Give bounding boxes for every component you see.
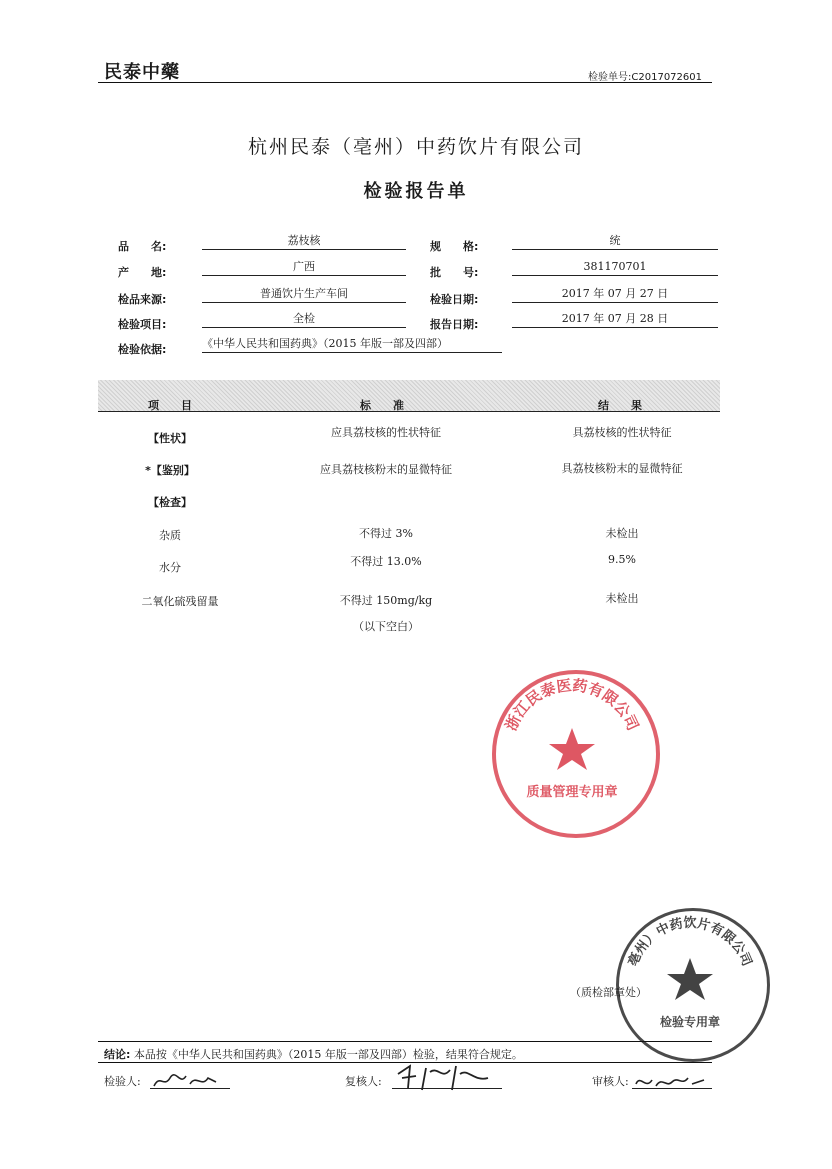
basis-label: 检验依据: (118, 343, 167, 356)
signature-graphic (150, 1070, 230, 1092)
product-name-label: 品 名: (118, 240, 167, 253)
conclusion-text: 本品按《中华人民共和国药典》（2015 年版一部及四部）检验，结果符合规定。 (133, 1048, 523, 1061)
qc-dept-note: （质检部章处） (570, 986, 647, 999)
batch-value: 381170701 (512, 258, 718, 276)
row-item: 杂质 (159, 529, 181, 542)
reviewer-signature (392, 1070, 502, 1089)
row-item: 二氧化硫残留量 (141, 595, 219, 608)
report-date-label: 报告日期: (430, 318, 479, 331)
row-result: 具荔枝核粉末的显微特征 (561, 462, 683, 475)
spec-label: 规 格: (430, 240, 479, 253)
row-standard: 不得过 150mg/kg (339, 594, 433, 607)
row-item: 【性状】 (148, 432, 192, 445)
row-standard: 应具荔枝核的性状特征 (331, 426, 441, 439)
report-date-value: 2017 年 07 月 28 日 (512, 310, 718, 328)
row-standard: 不得过 13.0% (350, 555, 422, 568)
star-icon (549, 728, 595, 770)
signature-graphic (632, 1070, 712, 1094)
inspect-date-label: 检验日期: (430, 293, 479, 306)
inspector-signature (150, 1070, 230, 1089)
report-number (588, 68, 702, 83)
row-standard: 不得过 3% (359, 527, 413, 540)
header-divider (98, 82, 712, 83)
row-result: 未检出 (605, 527, 639, 540)
row-item: *【鉴别】 (145, 464, 195, 477)
inspection-seal (616, 908, 770, 1062)
company-logo: 民泰中藥 (104, 62, 180, 83)
quality-seal-red (492, 670, 660, 838)
gray-seal-ring-text: 亳州）中药饮片有限公司 (625, 916, 755, 969)
basis-value: 《中华人民共和国药典》（2015 年版一部及四部） (202, 335, 502, 353)
batch-label: 批 号: (430, 266, 479, 279)
footer-divider-top (98, 1041, 712, 1042)
conclusion-label: 结论: (104, 1048, 131, 1061)
source-label: 检品来源: (118, 293, 167, 306)
items-value: 全检 (202, 310, 406, 328)
row-item: 水分 (159, 561, 181, 574)
row-standard: 应具荔枝核粉末的显微特征 (320, 463, 452, 476)
report-number-label: 检验单号: (588, 72, 632, 83)
product-name-value: 荔枝核 (202, 232, 406, 250)
quality-seal-graphic (492, 670, 652, 830)
inspect-date-value: 2017 年 07 月 27 日 (512, 285, 718, 303)
column-header-item: 项 目 (148, 399, 192, 412)
blank-note: （以下空白） (353, 620, 419, 633)
inspection-seal-graphic (616, 908, 764, 1056)
source-value: 普通饮片生产车间 (202, 285, 406, 303)
red-seal-ring-text: 浙江民泰医药有限公司 (501, 676, 643, 734)
document-title: 检验报告单 (363, 181, 469, 202)
row-item: 【检查】 (148, 496, 192, 509)
row-result: 具荔枝核的性状特征 (572, 426, 672, 439)
report-number-value: C2017072601 (631, 72, 702, 83)
signature-graphic (392, 1060, 502, 1094)
items-label: 检验项目: (118, 318, 167, 331)
star-icon (667, 958, 713, 1000)
origin-label: 产 地: (118, 266, 167, 279)
gray-seal-sub-text: 检验专用章 (659, 1015, 721, 1029)
row-result: 未检出 (605, 592, 639, 605)
column-header-standard: 标 准 (360, 399, 404, 412)
svg-text:浙江民泰医药有限公司 (502, 676, 642, 733)
reviewer-label: 复核人: (345, 1075, 382, 1088)
column-header-result: 结 果 (598, 399, 642, 412)
spec-value: 统 (512, 232, 718, 250)
inspector-label: 检验人: (104, 1075, 141, 1088)
company-name: 杭州民泰（亳州）中药饮片有限公司 (247, 136, 584, 158)
row-result: 9.5% (608, 553, 636, 566)
auditor-signature (632, 1070, 712, 1089)
red-seal-sub-text: 质量管理专用章 (526, 785, 618, 800)
origin-value: 广西 (202, 258, 406, 276)
auditor-label: 审核人: (592, 1075, 629, 1088)
